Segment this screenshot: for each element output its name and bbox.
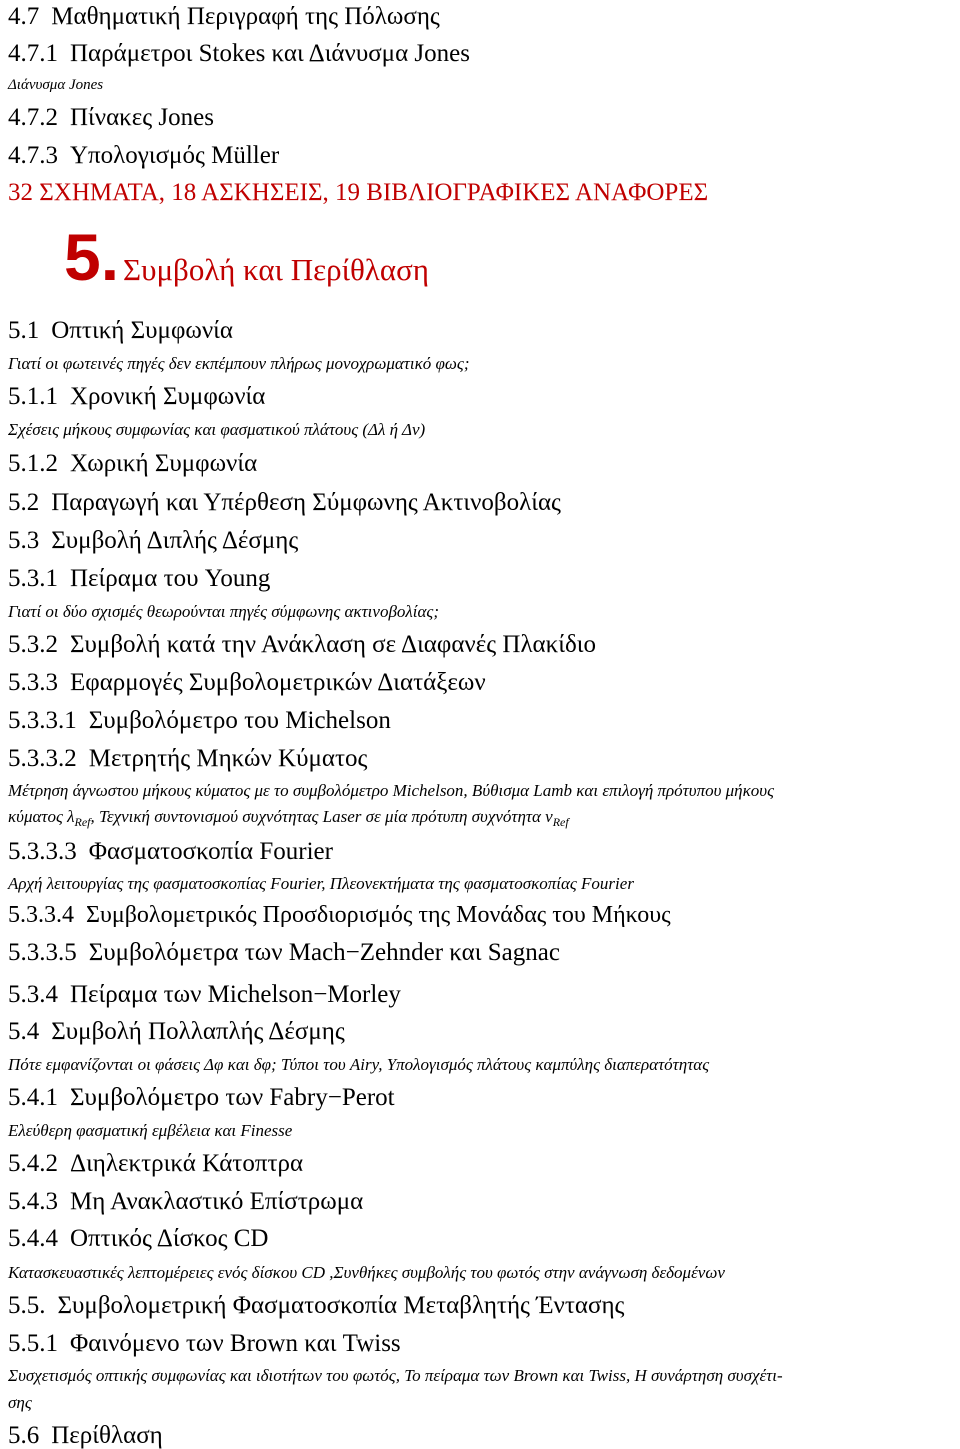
toc-entry — [8, 566, 270, 591]
toc-note: Πότε εμφανίζονται οι φάσεις Δφ και δφ; Τύποι του Airy, Υπολογισμός πλάτους καμπύλης διαπερατότητας — [8, 1055, 710, 1074]
chapter-summary: 32 ΣΧΗΜΑΤΑ, 18 ΑΣΚΗΣΕΙΣ, 19 ΒΙΒΛΙΟΓΡΑΦΙΚΕΣ ΑΝΑΦΟΡΕΣ — [8, 179, 709, 206]
subscript: Ref — [74, 815, 91, 829]
toc-entry — [8, 318, 233, 343]
toc-entry — [8, 632, 596, 657]
toc-entry — [8, 1293, 624, 1318]
toc-note: σης — [8, 1393, 32, 1412]
section-title: Οπτικός Δίσκος CD — [70, 1225, 269, 1252]
section-number: 5.3.3 — [8, 669, 58, 696]
toc-entry — [8, 1331, 401, 1356]
section-number: 4.7.3 — [8, 142, 58, 169]
section-title: Χωρική Συμφωνία — [70, 450, 258, 477]
section-title: Πίνακες Jones — [70, 104, 214, 131]
section-number: 5.3.3.5 — [8, 939, 77, 966]
section-title: Φαινόμενο των Brown και Twiss — [70, 1330, 401, 1357]
section-number: 5.3 — [8, 527, 40, 554]
section-number: 5.6 — [8, 1422, 40, 1449]
section-title: Εφαρμογές Συμβολομετρικών Διατάξεων — [70, 669, 486, 696]
section-title: Συμβολομετρική Φασματοσκοπία Μεταβλητής Έντασης — [57, 1292, 625, 1319]
toc-note — [8, 808, 569, 828]
toc-entry — [8, 708, 391, 733]
section-number: 5.2 — [8, 489, 40, 516]
section-title: Συμβολομετρικός Προσδιορισμός της Μονάδας του Μήκους — [86, 902, 671, 928]
section-number: 5.4 — [8, 1018, 40, 1045]
section-number: 5.3.1 — [8, 565, 58, 592]
toc-note: Αρχή λειτουργίας της φασματοσκοπίας Fourier, Πλεονεκτήματα της φασματοσκοπίας Fourier — [8, 874, 634, 893]
section-number: 5.1.1 — [8, 383, 58, 410]
section-number: 5.1 — [8, 317, 40, 344]
section-title: Συμβολόμετρα των Mach−Zehnder και Sagnac — [88, 939, 560, 966]
toc-entry — [8, 982, 401, 1007]
section-title: Μετρητής Μηκών Κύματος — [88, 745, 368, 772]
section-number: 5.4.4 — [8, 1225, 58, 1252]
toc-entry — [8, 1226, 268, 1251]
toc-entry — [8, 1151, 303, 1176]
toc-entry — [8, 4, 440, 29]
toc-note: Σχέσεις μήκους συμφωνίας και φασματικού πλάτους (Δλ ή Δν) — [8, 420, 426, 439]
toc-note-part: , Τεχνική συντονισμού συχνότητας Laser σε μία πρότυπη συχνότητα ν — [90, 807, 553, 826]
section-title: Διηλεκτρικά Κάτοπτρα — [70, 1150, 304, 1177]
toc-entry — [8, 41, 470, 66]
subscript: Ref — [552, 815, 569, 829]
section-number: 5.4.1 — [8, 1084, 58, 1111]
toc-note: Διάνυσμα Jones — [8, 77, 104, 93]
section-number: 5.3.2 — [8, 631, 58, 658]
section-number: 5.5.1 — [8, 1330, 58, 1357]
toc-entry — [8, 903, 671, 927]
toc-entry — [8, 940, 560, 965]
section-number: 5.1.2 — [8, 450, 58, 477]
toc-note: Συσχετισμός οπτικής συμφωνίας και ιδιοτήτων του φωτός, Το πείραμα των Brown και Twiss, Η συνάρτηση συσχέτι- — [8, 1366, 783, 1385]
section-number: 5.4.3 — [8, 1188, 58, 1215]
toc-entry — [8, 1189, 363, 1214]
toc-entry — [8, 528, 298, 553]
section-number: 5.3.3.2 — [8, 745, 77, 772]
section-number: 4.7.2 — [8, 104, 58, 131]
section-title: Υπολογισμός Müller — [70, 142, 280, 169]
section-title: Συμβολόμετρο των Fabry−Perot — [70, 1084, 395, 1111]
section-title: Συμβολόμετρο του Michelson — [88, 707, 391, 734]
section-number: 5.3.4 — [8, 981, 58, 1008]
toc-note: Μέτρηση άγνωστου μήκους κύματος με το συμβολόμετρο Michelson, Βύθισμα Lamb και επιλογή πρότυπου μήκους — [8, 781, 774, 800]
section-title: Πείραμα του Young — [70, 565, 271, 592]
toc-entry — [8, 451, 257, 476]
section-title: Παράμετροι Stokes και Διάνυσμα Jones — [70, 40, 470, 67]
section-title: Παραγωγή και Υπέρθεση Σύμφωνης Ακτινοβολίας — [51, 489, 561, 516]
toc-entry — [8, 490, 561, 515]
toc-entry — [8, 105, 214, 130]
section-number: 4.7 — [8, 3, 40, 30]
section-title: Χρονική Συμφωνία — [70, 383, 266, 410]
toc-note: Γιατί οι φωτεινές πηγές δεν εκπέμπουν πλήρως μονοχρωματικό φως; — [8, 354, 470, 373]
section-title: Πείραμα των Michelson−Morley — [70, 981, 401, 1008]
section-title: Συμβολή κατά την Ανάκλαση σε Διαφανές Πλακίδιο — [70, 631, 596, 658]
section-number: 5.4.2 — [8, 1150, 58, 1177]
section-title: Συμβολή Διπλής Δέσμης — [51, 527, 299, 554]
toc-entry — [8, 670, 486, 695]
section-title: Φασματοσκοπία Fourier — [88, 838, 333, 865]
section-title: Μαθηματική Περιγραφή της Πόλωσης — [51, 3, 440, 30]
section-number: 4.7.1 — [8, 40, 58, 67]
toc-note: Κατασκευαστικές λεπτομέρειες ενός δίσκου CD ,Συνθήκες συμβολής του φωτός στην ανάγνωση δεδομένων — [8, 1263, 725, 1282]
toc-entry — [8, 384, 265, 409]
section-title: Μη Ανακλαστικό Επίστρωμα — [70, 1188, 364, 1215]
section-title: Συμβολή Πολλαπλής Δέσμης — [51, 1018, 345, 1045]
section-title: Περίθλαση — [51, 1422, 163, 1449]
toc-entry — [8, 746, 367, 771]
section-number: 5.5. — [8, 1292, 46, 1319]
section-number: 5.3.3.4 — [8, 902, 74, 928]
section-number: 5.3.3.1 — [8, 707, 77, 734]
toc-entry — [8, 1019, 345, 1044]
toc-note: Ελεύθερη φασματική εμβέλεια και Finesse — [8, 1121, 293, 1140]
toc-entry — [8, 839, 333, 864]
toc-entry — [8, 1423, 163, 1448]
toc-note: Γιατί οι δύο σχισμές θεωρούνται πηγές σύμφωνης ακτινοβολίας; — [8, 602, 439, 621]
toc-entry — [8, 1085, 395, 1110]
section-number: 5.3.3.3 — [8, 838, 77, 865]
chapter-title: Συμβολή και Περίθλαση — [123, 252, 429, 287]
toc-entry — [8, 143, 279, 168]
chapter-number: 5. — [64, 220, 120, 294]
chapter-heading — [64, 220, 429, 294]
toc-note-part: κύματος λ — [8, 807, 75, 826]
section-title: Οπτική Συμφωνία — [51, 317, 233, 344]
